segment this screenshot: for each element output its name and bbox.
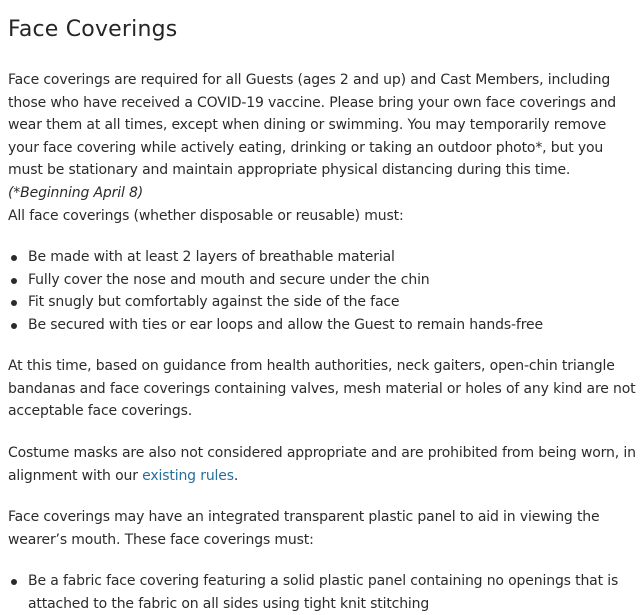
costume-masks-paragraph bbox=[8, 442, 638, 487]
costume-text-end: . bbox=[233, 467, 239, 484]
requirements-list bbox=[8, 246, 638, 336]
plastic-panel-paragraph: Face coverings may have an integrated transparent plastic panel to aid in viewing the wearer’s mouth. These face coverings must: bbox=[8, 509, 600, 548]
existing-rules-link[interactable]: existing rules bbox=[142, 467, 234, 484]
intro-paragraph bbox=[8, 69, 638, 204]
plastic-panel-list bbox=[8, 570, 638, 615]
list-item: Be secured with ties or ear loops and allow the Guest to remain hands-free bbox=[8, 314, 638, 337]
requirements-intro: All face coverings (whether disposable or reusable) must: bbox=[8, 208, 404, 224]
beginning-note: (*Beginning April 8) bbox=[8, 184, 144, 201]
not-acceptable-paragraph: At this time, based on guidance from health authorities, neck gaiters, open-chin triangle bandanas and face coverings containing valves, mesh material or holes of any kind are not acceptable face coverings. bbox=[8, 358, 636, 419]
intro-text: Face coverings are required for all Guests (ages 2 and up) and Cast Members, including those who have received a COVID-19 vaccine. Please bring your own face coverings and wear them at all times, except when dining or swimming. You may temporarily remove your face covering while actively eating, drinking or taking an outdoor photo*, but you must be stationary and maintain appropriate physical distancing during this time. bbox=[8, 72, 617, 178]
page-title: Face Coverings bbox=[8, 17, 178, 42]
list-item: Be a fabric face covering featuring a solid plastic panel containing no openings that is attached to the fabric on all sides using tight knit stitching bbox=[8, 570, 638, 615]
list-item: Fully cover the nose and mouth and secure under the chin bbox=[8, 269, 638, 292]
list-item: Be made with at least 2 layers of breathable material bbox=[8, 246, 638, 269]
costume-text: Costume masks are also not considered appropriate and are prohibited from being worn, in alignment with our bbox=[8, 445, 636, 484]
list-item: Fit snugly but comfortably against the side of the face bbox=[8, 291, 638, 314]
